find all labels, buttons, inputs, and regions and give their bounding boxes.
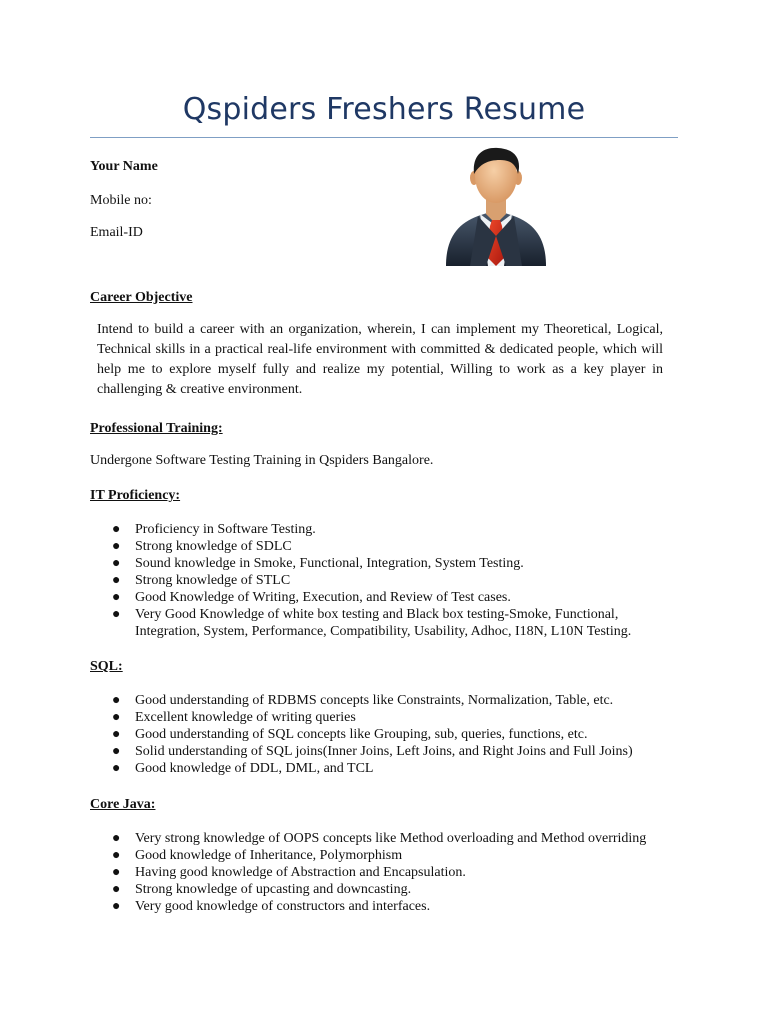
bullet-icon: ● xyxy=(112,607,121,622)
career-objective-text: Intend to build a career with an organization, wherein, I can implement my Theoretical, Logical, Technical skills in a practical real-life environment with committed & dedicated people, which will help me to explore myself fully and realize my potential, Willing to work as a key player in challenging & creative environment. xyxy=(97,322,663,397)
bullet-icon: ● xyxy=(112,899,121,914)
list-item-text: Sound knowledge in Smoke, Functional, Integration, System Testing. xyxy=(135,556,524,571)
bullet-icon: ● xyxy=(112,882,121,897)
list-item xyxy=(112,709,633,726)
list-item-text: Very good knowledge of constructors and interfaces. xyxy=(135,899,431,914)
bullet-icon: ● xyxy=(112,848,121,863)
list-item-continuation xyxy=(112,623,631,640)
bullet-icon: ● xyxy=(112,693,121,708)
bullet-icon: ● xyxy=(112,710,121,725)
list-item-text: Very Good Knowledge of white box testing and Black box testing-Smoke, Functional, xyxy=(135,607,619,622)
bullet-icon: ● xyxy=(112,522,121,537)
contact-email: Email-ID xyxy=(90,225,143,240)
list-item-text: Strong knowledge of STLC xyxy=(135,573,291,588)
list-item xyxy=(112,881,646,898)
list-item-text: Good understanding of SQL concepts like Grouping, sub, queries, functions, etc. xyxy=(135,727,588,742)
sql-list xyxy=(112,692,633,777)
businessman-avatar-icon xyxy=(440,144,552,270)
bullet-icon: ● xyxy=(112,744,121,759)
list-item xyxy=(112,830,646,847)
career-objective-heading: Career Objective xyxy=(90,290,193,305)
bullet-icon: ● xyxy=(112,865,121,880)
list-item-text: Very strong knowledge of OOPS concepts like Method overloading and Method overriding xyxy=(135,831,647,846)
list-item-text: Solid understanding of SQL joins(Inner Joins, Left Joins, and Right Joins and Full Joins) xyxy=(135,744,633,759)
list-item xyxy=(112,606,631,623)
contact-mobile: Mobile no: xyxy=(90,193,152,208)
bullet-icon: ● xyxy=(112,727,121,742)
bullet-icon: ● xyxy=(112,539,121,554)
list-item xyxy=(112,555,631,572)
list-item xyxy=(112,864,646,881)
professional-training-heading: Professional Training: xyxy=(90,421,223,436)
contact-name: Your Name xyxy=(90,159,158,174)
list-item xyxy=(112,743,633,760)
core-java-list xyxy=(112,830,646,915)
title-divider xyxy=(90,137,678,138)
list-item-text: Good Knowledge of Writing, Execution, and Review of Test cases. xyxy=(135,590,511,605)
bullet-icon: ● xyxy=(112,761,121,776)
list-item-text: Having good knowledge of Abstraction and Encapsulation. xyxy=(135,865,466,880)
it-proficiency-list xyxy=(112,521,631,640)
list-item-text: Proficiency in Software Testing. xyxy=(135,522,316,537)
core-java-heading: Core Java: xyxy=(90,797,156,812)
bullet-icon: ● xyxy=(112,831,121,846)
bullet-icon: ● xyxy=(112,590,121,605)
list-item-text: Good knowledge of Inheritance, Polymorphism xyxy=(135,848,403,863)
list-item xyxy=(112,538,631,555)
list-item xyxy=(112,898,646,915)
list-item-text: Good understanding of RDBMS concepts like Constraints, Normalization, Table, etc. xyxy=(135,693,614,708)
list-item-text: Strong knowledge of SDLC xyxy=(135,539,292,554)
list-item xyxy=(112,572,631,589)
list-item xyxy=(112,847,646,864)
list-item xyxy=(112,692,633,709)
bullet-icon: ● xyxy=(112,573,121,588)
list-item xyxy=(112,589,631,606)
list-item-text: Strong knowledge of upcasting and downcasting. xyxy=(135,882,412,897)
list-item-text: Excellent knowledge of writing queries xyxy=(135,710,356,725)
list-item xyxy=(112,760,633,777)
professional-training-text: Undergone Software Testing Training in Qspiders Bangalore. xyxy=(90,453,434,468)
page-title: Qspiders Freshers Resume xyxy=(182,92,586,127)
it-proficiency-heading: IT Proficiency: xyxy=(90,488,181,503)
list-item xyxy=(112,726,633,743)
sql-heading: SQL: xyxy=(90,659,123,674)
list-item-text: Good knowledge of DDL, DML, and TCL xyxy=(135,761,374,776)
list-item-text: Integration, System, Performance, Compatibility, Usability, Adhoc, I18N, L10N Testing. xyxy=(135,624,632,639)
list-item xyxy=(112,521,631,538)
bullet-icon: ● xyxy=(112,556,121,571)
